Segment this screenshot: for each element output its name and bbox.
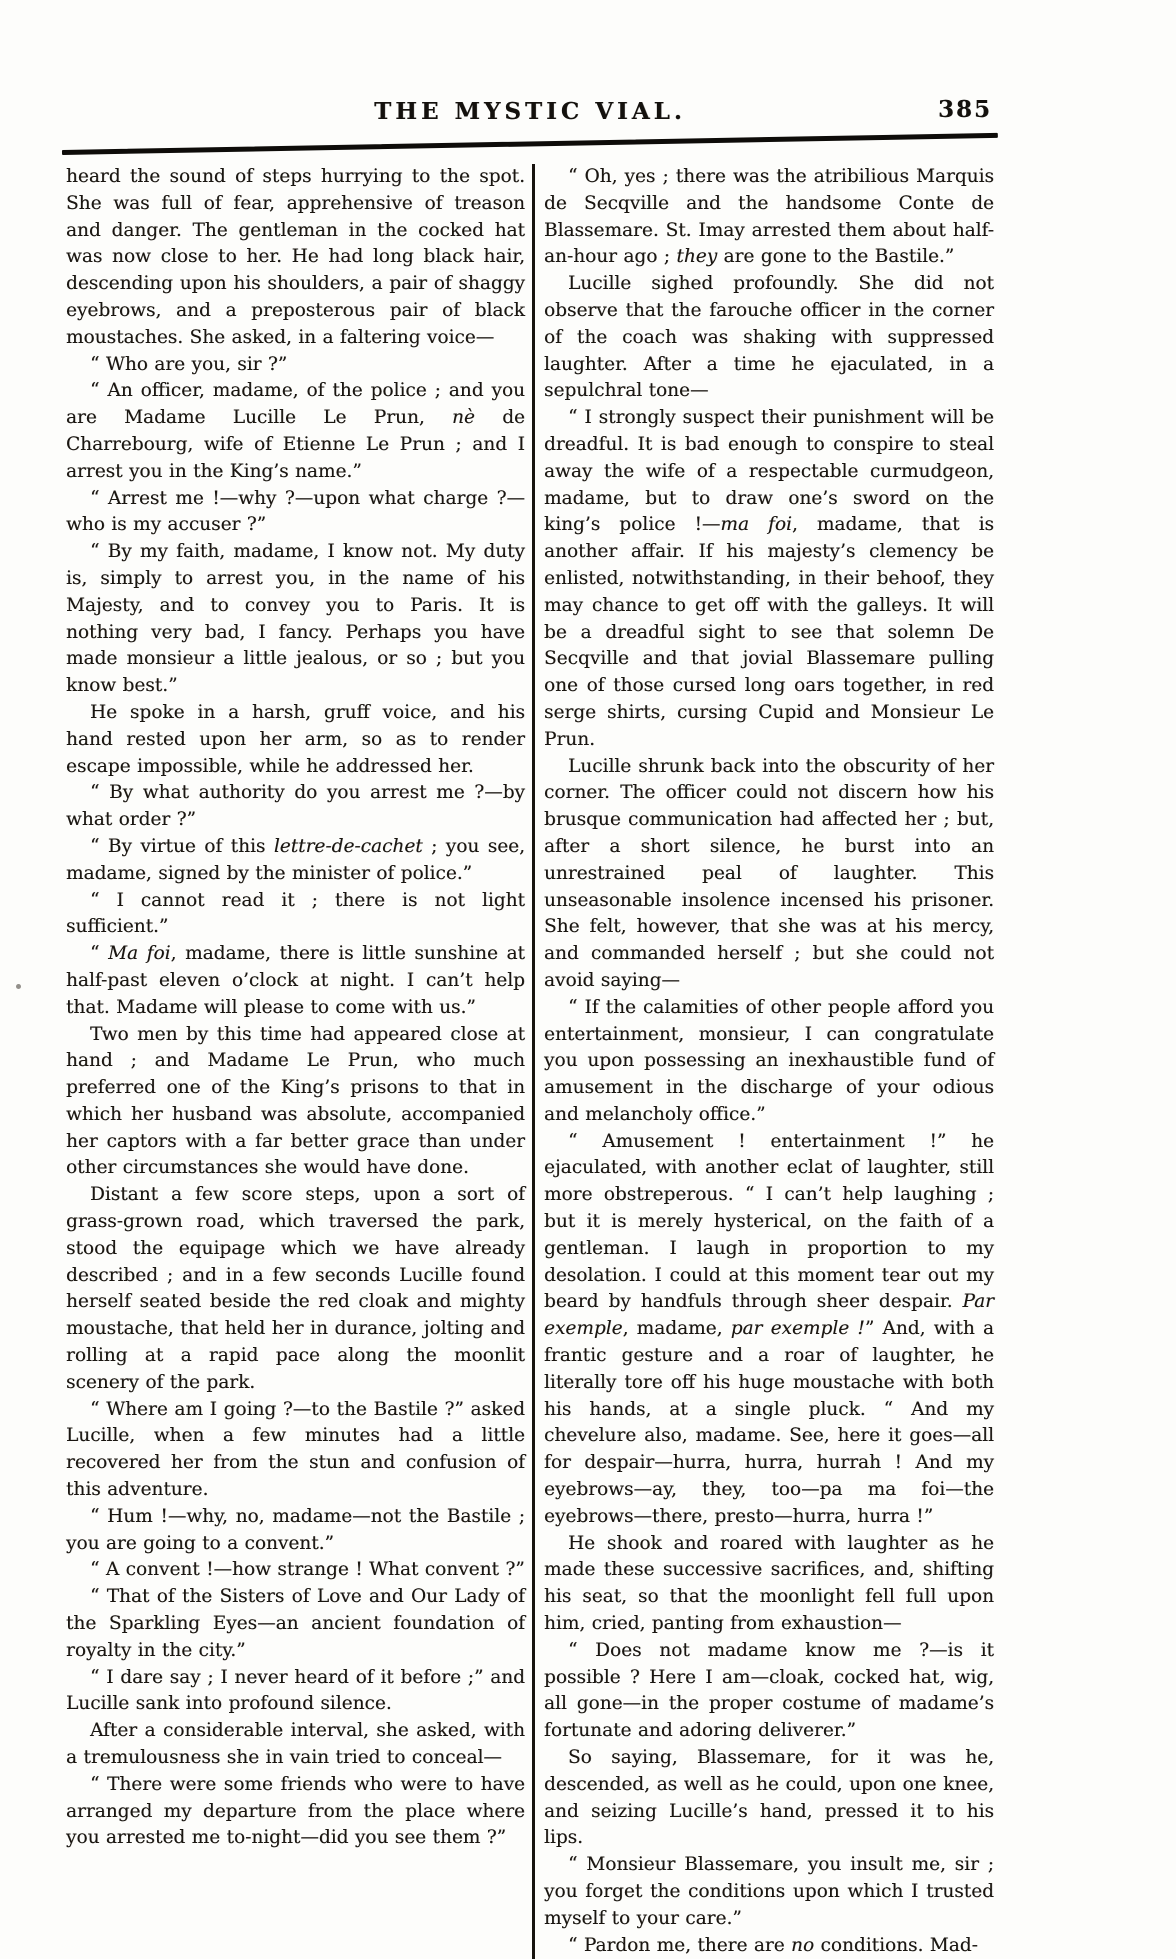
paragraph: “ That of the Sisters of Love and Our Lady of the Sparkling Eyes—an ancient foundation of royalty in the city.” — [66, 1586, 525, 1661]
paragraph: “ I dare say ; I never heard of it before ;” and Lucille sank into profound silence. — [66, 1666, 525, 1715]
page-number: 385 — [937, 96, 992, 123]
paragraph: After a considerable interval, she asked, with a tremulousness she in vain tried to conceal— — [66, 1720, 525, 1769]
paragraph: “ There were some friends who were to have arranged my departure from the place where you arrested me to-night—did you see them ?” — [66, 1773, 525, 1849]
text-columns — [66, 164, 994, 1959]
paragraph: “ Oh, yes ; there was the atribilious Marquis de Secqville and the handsome Conte de Blassemare. St. Imay arrested them about half-an-hour ago ; they are gone to the Bastile.” — [544, 166, 994, 268]
paragraph: So saying, Blassemare, for it was he, descended, as well as he could, upon one knee, and seizing Lucille’s hand, pressed it to his lips. — [544, 1747, 994, 1849]
paragraph: “ Ma foi, madame, there is little sunshine at half-past eleven o’clock at night. I can’t help that. Madame will please to come with us.” — [66, 943, 525, 1018]
paragraph: “ By my faith, madame, I know not. My duty is, simply to arrest you, in the name of his Majesty, and to convey you to Paris. It is nothing very bad, I fancy. Perhaps you have made monsieur a little jealous, or so ; but you know best.” — [66, 541, 525, 697]
paragraph: heard the sound of steps hurrying to the spot. She was full of fear, apprehensive of treason and danger. The gentleman in the cocked hat was now close to her. He had long black hair, descending upon his shoulders, a pair of shaggy eyebrows, and a preposterous pair of black moustaches. She asked, in a faltering voice— — [66, 166, 525, 348]
paragraph: “ A convent !—how strange ! What convent ?” — [90, 1559, 525, 1581]
paragraph: He spoke in a harsh, gruff voice, and his hand rested upon her arm, so as to render escape impossible, while he addressed her. — [66, 701, 525, 777]
paragraph: Two men by this time had appeared close at hand ; and Madame Le Prun, who much preferred one of the King’s prisons to that in which her husband was absolute, accompanied her captors with a far better grace than under other circumstances she would have done. — [66, 1023, 525, 1179]
paragraph: “ Arrest me !—why ?—upon what charge ?—who is my accuser ?” — [66, 487, 525, 536]
paragraph: Lucille shrunk back into the obscurity of her corner. The officer could not discern how his brusque communication had affected her ; but, after a short silence, he burst into an unrestrained peal of laughter. This unseasonable insolence incensed his prisoner. She felt, however, that she was at his mercy, and commanded herself ; but she could not avoid saying— — [544, 755, 994, 991]
paragraph: “ By virtue of this lettre-de-cachet ; you see, madame, signed by the minister of police.” — [66, 835, 525, 884]
right-column — [544, 164, 994, 1959]
paragraph: “ I cannot read it ; there is not light sufficient.” — [66, 889, 525, 938]
paragraph: “ Where am I going ?—to the Bastile ?” asked Lucille, when a few minutes had a little recovered her from the stun and confusion of this adventure. — [66, 1398, 525, 1501]
paragraph: “ By what authority do you arrest me ?—by what order ?” — [66, 782, 525, 831]
paragraph: “ Amusement ! entertainment !” he ejaculated, with another eclat of laughter, still more obstreperous. “ I can’t help laughing ; but it is merely hysterical, on the faith of a gentleman. I laugh in proportion to my desolation. I could at this moment tear out my beard by handfuls through sheer despair. Par exemple, madame, par exemple !” And, with a frantic gesture and a roar of laughter, he literally tore off his huge moustache with both his hands, at a single pluck. “ And my chevelure also, madame. See, here it goes—all for despair—hurra, hurra, hurrah ! And my eyebrows—ay, they, too—pa ma foi—the eyebrows—there, presto—hurra, hurra !” — [544, 1130, 994, 1527]
paragraph: “ Who are you, sir ?” — [90, 353, 288, 375]
page-header — [66, 98, 994, 138]
column-divider-rule — [532, 164, 535, 1959]
left-column — [66, 164, 525, 1959]
paragraph: “ I strongly suspect their punishment will be dreadful. It is bad enough to conspire to steal away the wife of a respectable curmudgeon, madame, but to draw one’s sword on the king’s police !—ma foi, madame, that is another affair. If his majesty’s clemency be enlisted, notwithstanding, in their behoof, they may chance to get off with the galleys. It will be a dreadful sight to see that solemn De Secqville and that jovial Blassemare pulling one of those cursed long oars together, in red serge shirts, cursing Cupid and Monsieur Le Prun. — [544, 407, 995, 750]
paragraph: “ Hum !—why, no, madame—not the Bastile ; you are going to a convent.” — [66, 1505, 525, 1554]
paragraph: “ If the calamities of other people afford you entertainment, monsieur, I can congratulate you upon possessing an inexhaustible fund of amusement in the discharge of your odious and melancholy office.” — [544, 996, 994, 1125]
paragraph: “ Pardon me, there are no conditions. Mad- — [568, 1934, 978, 1956]
scan-speck-artifact — [16, 984, 21, 989]
paragraph: “ An officer, madame, of the police ; and you are Madame Lucille Le Prun, nè de Charrebourg, wife of Etienne Le Prun ; and I arrest you in the King’s name.” — [66, 380, 525, 482]
paragraph: Distant a few score steps, upon a sort of grass-grown road, which traversed the park, stood the equipage which we have already described ; and in a few seconds Lucille found herself seated beside the red cloak and mighty moustache, that held her in durance, jolting and rolling at a rapid pace along the moonlit scenery of the park. — [66, 1184, 525, 1393]
paragraph: “ Does not madame know me ?—is it possible ? Here I am—cloak, cocked hat, wig, all gone—in the proper costume of madame’s fortunate and adoring deliverer.” — [544, 1639, 994, 1742]
paragraph: Lucille sighed profoundly. She did not observe that the farouche officer in the corner of the coach was shaking with suppressed laughter. After a time he ejaculated, in a sepulchral tone— — [544, 273, 994, 402]
paragraph: He shook and roared with laughter as he made these successive sacrifices, and, shifting his seat, so that the moonlight fell full upon him, cried, panting from exhaustion— — [544, 1532, 994, 1635]
paragraph: “ Monsieur Blassemare, you insult me, sir ; you forget the conditions upon which I trusted myself to your care.” — [544, 1854, 994, 1929]
running-title: THE MYSTIC VIAL. — [374, 98, 686, 125]
